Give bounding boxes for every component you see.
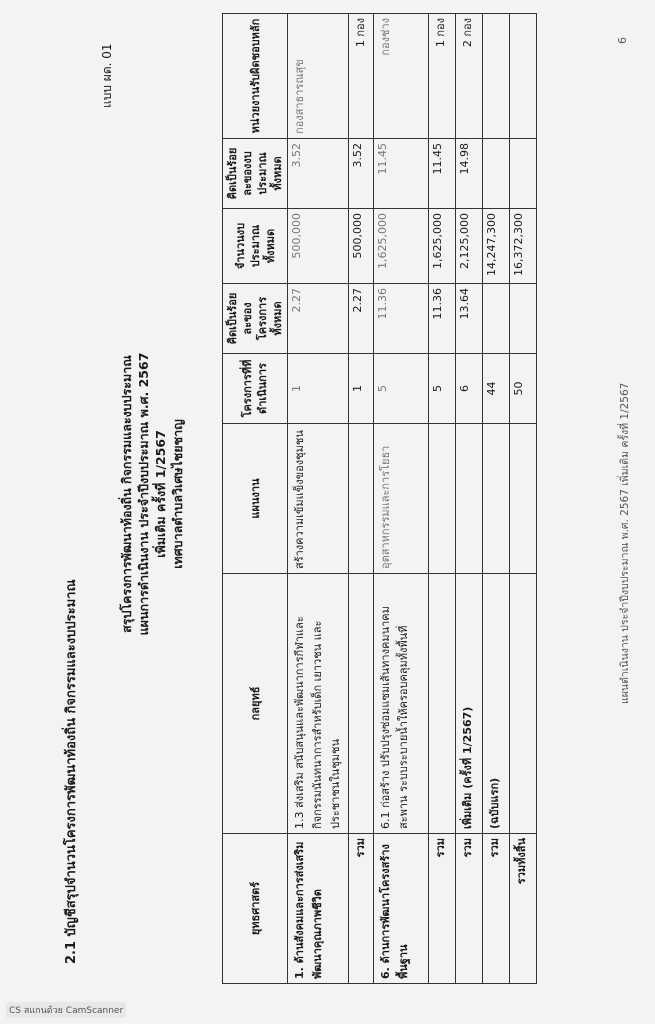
cell-plan xyxy=(483,424,510,574)
header-department: หน่วยงานรับผิดชอบหลัก xyxy=(223,14,288,139)
cell-budget: 16,372,300 xyxy=(510,209,537,284)
cell-budget-percent: 3.52 xyxy=(288,139,349,209)
cell-strategy: รวม xyxy=(456,834,483,984)
cell-department xyxy=(483,14,510,139)
cell-plan: อุตสาหกรรมและการโยธา xyxy=(374,424,429,574)
cell-budget: 1,625,000 xyxy=(429,209,456,284)
cell-project-count: 5 xyxy=(374,354,429,424)
cell-budget: 14,247,300 xyxy=(483,209,510,284)
cell-tactic: 1.3 ส่งเสริม สนับสนุนและพัฒนาการกีฬาและกิจกรรมนันทนาการสำหรับเด็ก เยาวชน และประชาชนในชุมชน xyxy=(288,574,349,834)
cell-plan xyxy=(429,424,456,574)
header-budget: จำนวนงบประมาณทั้งหมด xyxy=(223,209,288,284)
table-row xyxy=(374,14,429,984)
cell-strategy: 6. ด้านการพัฒนาโครงสร้างพื้นฐาน xyxy=(374,834,429,984)
cell-budget-percent: 3.52 xyxy=(349,139,374,209)
header-project-percent: คิดเป็นร้อยละของโครงการทั้งหมด xyxy=(223,284,288,354)
header-budget-percent: คิดเป็นร้อยละของงบประมาณทั้งหมด xyxy=(223,139,288,209)
cell-project-percent: 13.64 xyxy=(456,284,483,354)
cell-budget: 1,625,000 xyxy=(374,209,429,284)
table-row xyxy=(483,14,510,984)
cell-budget-percent: 11.45 xyxy=(374,139,429,209)
cell-project-count: 6 xyxy=(456,354,483,424)
cell-tactic: (ฉบับแรก) xyxy=(483,574,510,834)
title-line-2: แผนการดำเนินงาน ประจำปีงบประมาณ พ.ศ. 2567 xyxy=(136,352,151,636)
cell-project-count: 1 xyxy=(288,354,349,424)
cell-department: 1 กอง xyxy=(349,14,374,139)
cell-tactic xyxy=(429,574,456,834)
cell-strategy: รวม xyxy=(429,834,456,984)
cell-department: 1 กอง xyxy=(429,14,456,139)
title-line-1: สรุปโครงการพัฒนาท้องถิ่น กิจกรรมและงบประมาณ xyxy=(119,355,134,633)
document-title-block xyxy=(118,264,186,724)
header-strategy: ยุทธศาสตร์ xyxy=(223,834,288,984)
cell-plan: สร้างความเข้มแข็งของชุมชน xyxy=(288,424,349,574)
title-line-4: เทศบาลตำบลวิเศษไชยชาญ xyxy=(170,419,185,569)
cell-project-percent xyxy=(510,284,537,354)
cell-budget-percent: 14.98 xyxy=(456,139,483,209)
header-tactic: กลยุทธ์ xyxy=(223,574,288,834)
cell-strategy: รวม xyxy=(349,834,374,984)
cell-tactic xyxy=(349,574,374,834)
cell-strategy: รวมทั้งสิ้น xyxy=(510,834,537,984)
cell-budget-percent xyxy=(483,139,510,209)
cell-tactic: เพิ่มเติม (ครั้งที่ 1/2567) xyxy=(456,574,483,834)
cell-project-percent: 11.36 xyxy=(429,284,456,354)
section-title: 2.1 บัญชีสรุปจำนวนโครงการพัฒนาท้องถิ่น กิจกรรมและงบประมาณ xyxy=(64,579,79,964)
cell-project-count: 50 xyxy=(510,354,537,424)
table-header-row xyxy=(223,14,288,984)
table-row xyxy=(456,14,483,984)
cell-department: 2 กอง xyxy=(456,14,483,139)
table-row xyxy=(510,14,537,984)
form-code: แบบ ผด. 01 xyxy=(100,43,114,108)
page-footer: แผนดำเนินงาน ประจำปีงบประมาณ พ.ศ. 2567 เพิ่มเติม ครั้งที่ 1/2567 xyxy=(619,382,631,704)
summary-table xyxy=(222,13,537,984)
header-project-count: โครงการที่ที่ดำเนินการ xyxy=(223,354,288,424)
cell-plan xyxy=(349,424,374,574)
cell-tactic xyxy=(510,574,537,834)
cell-department: กองสาธารณสุข xyxy=(288,14,349,139)
cell-project-percent xyxy=(483,284,510,354)
cell-budget: 2,125,000 xyxy=(456,209,483,284)
page-number: 6 xyxy=(616,37,629,44)
table-row xyxy=(429,14,456,984)
cell-project-percent: 11.36 xyxy=(374,284,429,354)
cell-project-count: 44 xyxy=(483,354,510,424)
table-row xyxy=(288,14,349,984)
cell-tactic: 6.1 ก่อสร้าง ปรับปรุงซ่อมแซมเส้นทางคมนาคม สะพาน ระบบระบายน้ำให้ครอบคลุมทั้งพื้นที่ xyxy=(374,574,429,834)
cell-budget-percent: 11.45 xyxy=(429,139,456,209)
cell-department: กองช่าง xyxy=(374,14,429,139)
cell-budget: 500,000 xyxy=(349,209,374,284)
cell-plan xyxy=(510,424,537,574)
cell-budget: 500,000 xyxy=(288,209,349,284)
cell-strategy: รวม xyxy=(483,834,510,984)
header-plan: แผนงาน xyxy=(223,424,288,574)
cell-project-percent: 2.27 xyxy=(349,284,374,354)
cell-project-percent: 2.27 xyxy=(288,284,349,354)
cell-department xyxy=(510,14,537,139)
cell-strategy: 1. ด้านสังคมและการส่งเสริมพัฒนาคุณภาพชีวิต xyxy=(288,834,349,984)
cell-plan xyxy=(456,424,483,574)
camscanner-watermark: CS สแกนด้วย CamScanner xyxy=(6,1002,126,1018)
table-row xyxy=(349,14,374,984)
cell-budget-percent xyxy=(510,139,537,209)
cell-project-count: 5 xyxy=(429,354,456,424)
title-line-3: เพิ่มเติม ครั้งที่ 1/2567 xyxy=(153,430,168,558)
cell-project-count: 1 xyxy=(349,354,374,424)
